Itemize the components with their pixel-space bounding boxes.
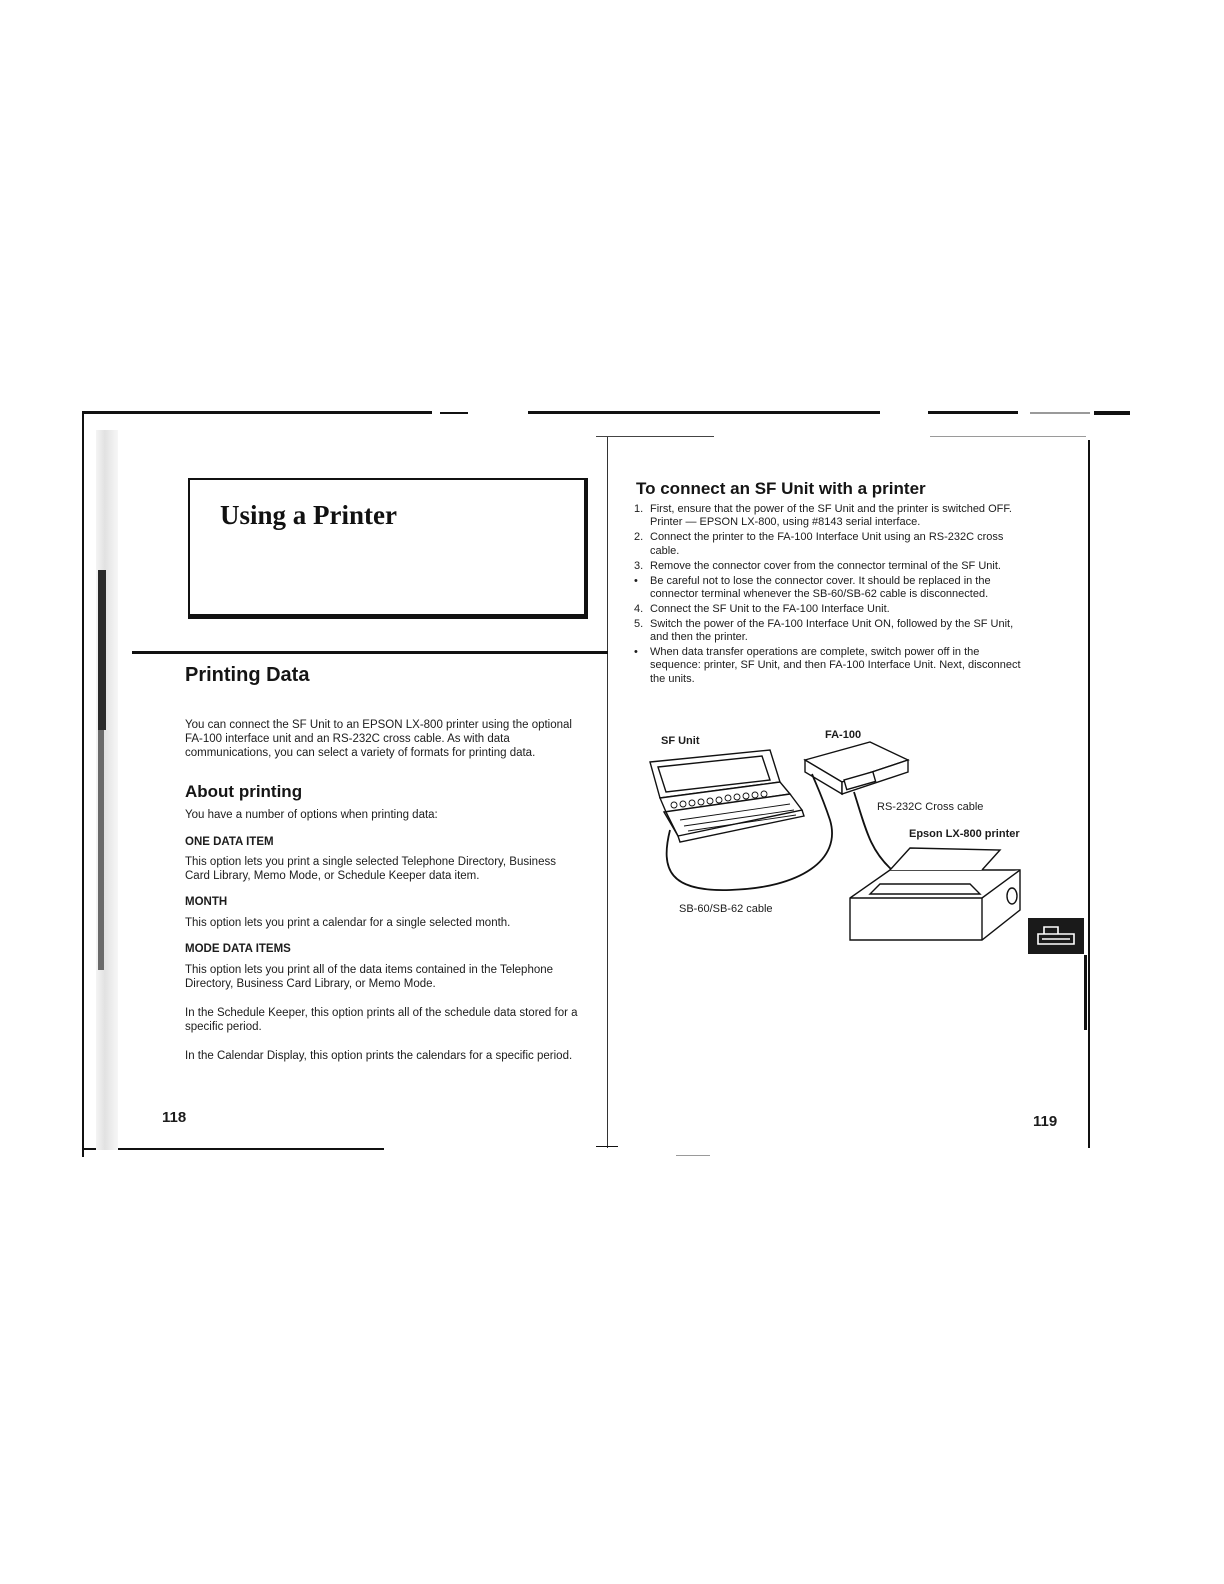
label-cable: SB-60/SB-62 cable: [679, 903, 773, 915]
calendar-display-paragraph: In the Calendar Display, this option prints the calendars for a specific period.: [185, 1050, 573, 1062]
option-heading: MODE DATA ITEMS: [185, 943, 291, 955]
caution-item: • When data transfer operations are complete, switch power off in the sequence: printer, SF Unit, and then FA-100 Interface Unit. Next, disconnect the units.: [634, 646, 1021, 685]
section-divider-rule: [132, 651, 608, 654]
left-border-rule: [82, 411, 84, 1157]
page-number-left: 118: [162, 1109, 187, 1126]
top-border-rule-6: [1094, 411, 1130, 415]
section-title-printing-data: Printing Data: [185, 664, 310, 686]
right-edge-rule: [1088, 440, 1090, 1148]
label-fa100: FA-100: [825, 729, 862, 741]
section-title-about-printing: About printing: [185, 782, 303, 801]
label-printer: Epson LX-800 printer: [909, 828, 1020, 840]
page-number-right: 119: [1033, 1113, 1058, 1130]
intro-paragraph: You can connect the SF Unit to an EPSON LX-800 printer using the optional FA-100 interface unit and an RS-232C cross cable. As with data communications, you can select a variety of formats for printing data.: [185, 719, 572, 759]
step-item: 1. First, ensure that the power of the SF Unit and the printer is switched OFF. Printer — EPSON LX-800, using #8143 serial interface.: [634, 503, 1012, 529]
top-border-rule-5: [1030, 412, 1090, 414]
title-box: [188, 478, 588, 619]
chapter-tab: [1028, 918, 1084, 954]
printer-icon: [1028, 918, 1084, 954]
top-border-rule-4: [928, 411, 1018, 414]
binding-dark-strip: [98, 570, 106, 730]
step-item: 4. Connect the SF Unit to the FA-100 Interface Unit.: [634, 602, 890, 615]
divider-bottom-foot: [596, 1146, 618, 1147]
step-item: 2. Connect the printer to the FA-100 Interface Unit using an RS-232C cross cable.: [634, 531, 1004, 557]
option-text: This option lets you print a calendar for a single selected month.: [185, 917, 511, 929]
caution-item: • Be careful not to lose the connector cover. It should be replaced in the connector terminal whenever the SB-60/SB-62 cable is disconnected.: [634, 574, 991, 600]
connection-diagram: [630, 720, 1050, 960]
schedule-keeper-paragraph: In the Schedule Keeper, this option prints all of the schedule data stored for a specific period.: [185, 1007, 578, 1033]
top-border-rule-2: [440, 412, 468, 414]
right-edge-mark: [1084, 955, 1087, 1030]
top-border-rule-3: [528, 411, 880, 414]
step-item: 3. Remove the connector cover from the connector terminal of the SF Unit.: [634, 559, 1001, 572]
option-text: This option lets you print all of the data items contained in the Telephone Directory, Business Card Library, or Memo Mode.: [185, 964, 554, 990]
bottom-border-rule: [84, 1148, 384, 1150]
page-divider: [607, 436, 608, 1148]
option-heading: ONE DATA ITEM: [185, 836, 274, 848]
fa100-illustration: [805, 742, 908, 794]
right-top-rule: [596, 436, 714, 437]
bottom-right-rule: [676, 1155, 710, 1156]
label-sf-unit: SF Unit: [661, 735, 700, 747]
right-top-rule-2: [930, 436, 1086, 437]
section-title-connect: To connect an SF Unit with a printer: [636, 479, 926, 498]
binding-dark-strip-2: [98, 730, 104, 970]
top-border-rule: [82, 411, 432, 414]
step-item: 5. Switch the power of the FA-100 Interface Unit ON, followed by the SF Unit, and then the printer.: [634, 617, 1014, 644]
sf-unit-illustration: [650, 750, 804, 842]
connection-steps-list: [634, 503, 1030, 688]
option-heading: MONTH: [185, 896, 228, 908]
chapter-title: Using a Printer: [220, 500, 397, 530]
label-rs232c: RS-232C Cross cable: [877, 801, 984, 813]
about-text: You have a number of options when printing data:: [185, 809, 438, 821]
option-text: This option lets you print a single selected Telephone Directory, Business Card Library, Memo Mode, or Schedule Keeper data item.: [185, 856, 556, 882]
